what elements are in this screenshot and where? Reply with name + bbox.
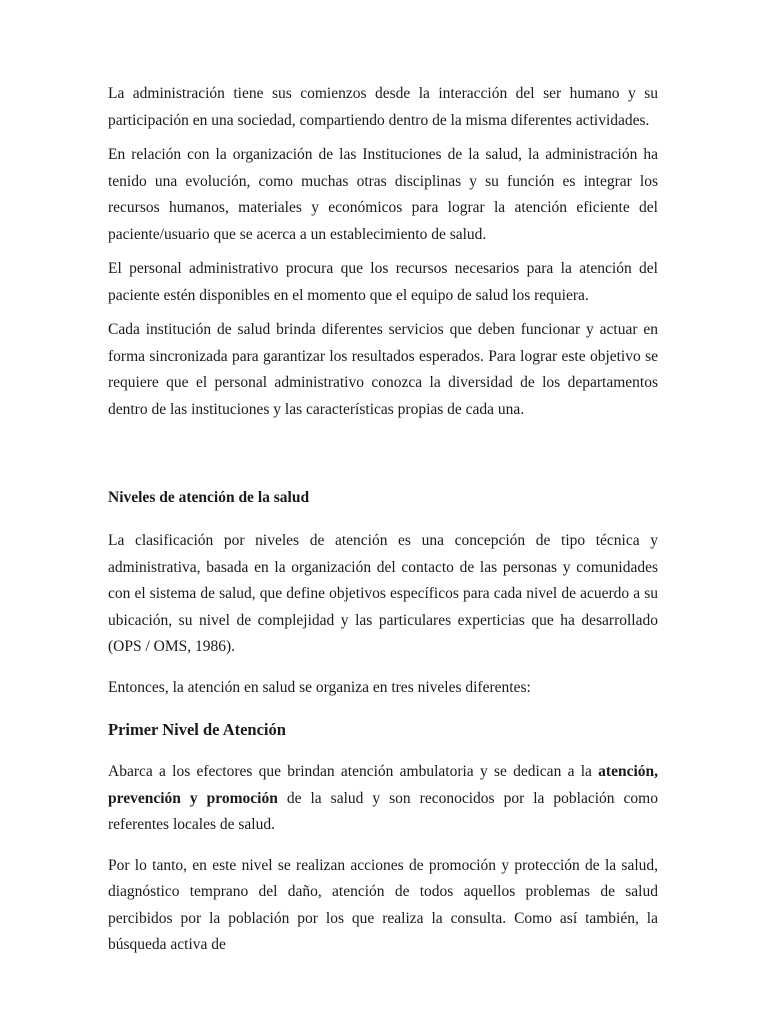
niveles-heading: Niveles de atención de la salud [108, 489, 310, 506]
intro-paragraph-4: Cada institución de salud brinda diferentes servicios que deben funcionar y actuar en forma sincronizada para garantizar los resultados esperados. Para lograr este objetivo se requiere que el personal administrativo conozca la diversidad de los departamentos dentro de las instituciones y las características propias de cada una. [108, 321, 658, 418]
primer-nivel-text-b: de la salud y son reconocidos por la población como referentes locales de salud. [108, 789, 658, 833]
niveles-paragraph-2: Entonces, la atención en salud se organiza en tres niveles diferentes: [108, 678, 531, 696]
intro-paragraph-1: La administración tiene sus comienzos desde la interacción del ser humano y su participación en una sociedad, compartiendo dentro de la misma diferentes actividades. [108, 85, 658, 129]
document-page [108, 81, 658, 959]
primer-nivel-text-a: Abarca a los efectores que brindan atención ambulatoria y se dedican a la [108, 763, 599, 780]
niveles-paragraph-1: La clasificación por niveles de atención es una concepción de tipo técnica y administrativa, basada en la organización del contacto de las personas y comunidades con el sistema de salud, que define objetivos específicos para cada nivel de acuerdo a su ubicación, su nivel de complejidad y las particulares experticias que ha desarrollado (OPS / OMS, 1986). [108, 532, 658, 655]
primer-nivel-paragraph-1 [108, 759, 658, 839]
intro-paragraph-2: En relación con la organización de las Instituciones de la salud, la administración ha tenido una evolución, como muchas otras disciplinas y su función es integrar los recursos humanos, materiales y económicos para lograr la atención eficiente del paciente/usuario que se acerca a un establecimiento de salud. [108, 146, 658, 243]
primer-nivel-paragraph-2: Por lo tanto, en este nivel se realizan acciones de promoción y protección de la salud, diagnóstico temprano del daño, atención de todos aquellos problemas de salud percibidos por la población por los que realiza la consulta. Como así también, la búsqueda activa de [108, 856, 658, 953]
intro-paragraph-3: El personal administrativo procura que los recursos necesarios para la atención del paciente estén disponibles en el momento que el equipo de salud los requiera. [108, 260, 658, 304]
primer-nivel-heading: Primer Nivel de Atención [108, 720, 286, 739]
primer-nivel-emphasis: atención, prevención y promoción [108, 763, 658, 807]
